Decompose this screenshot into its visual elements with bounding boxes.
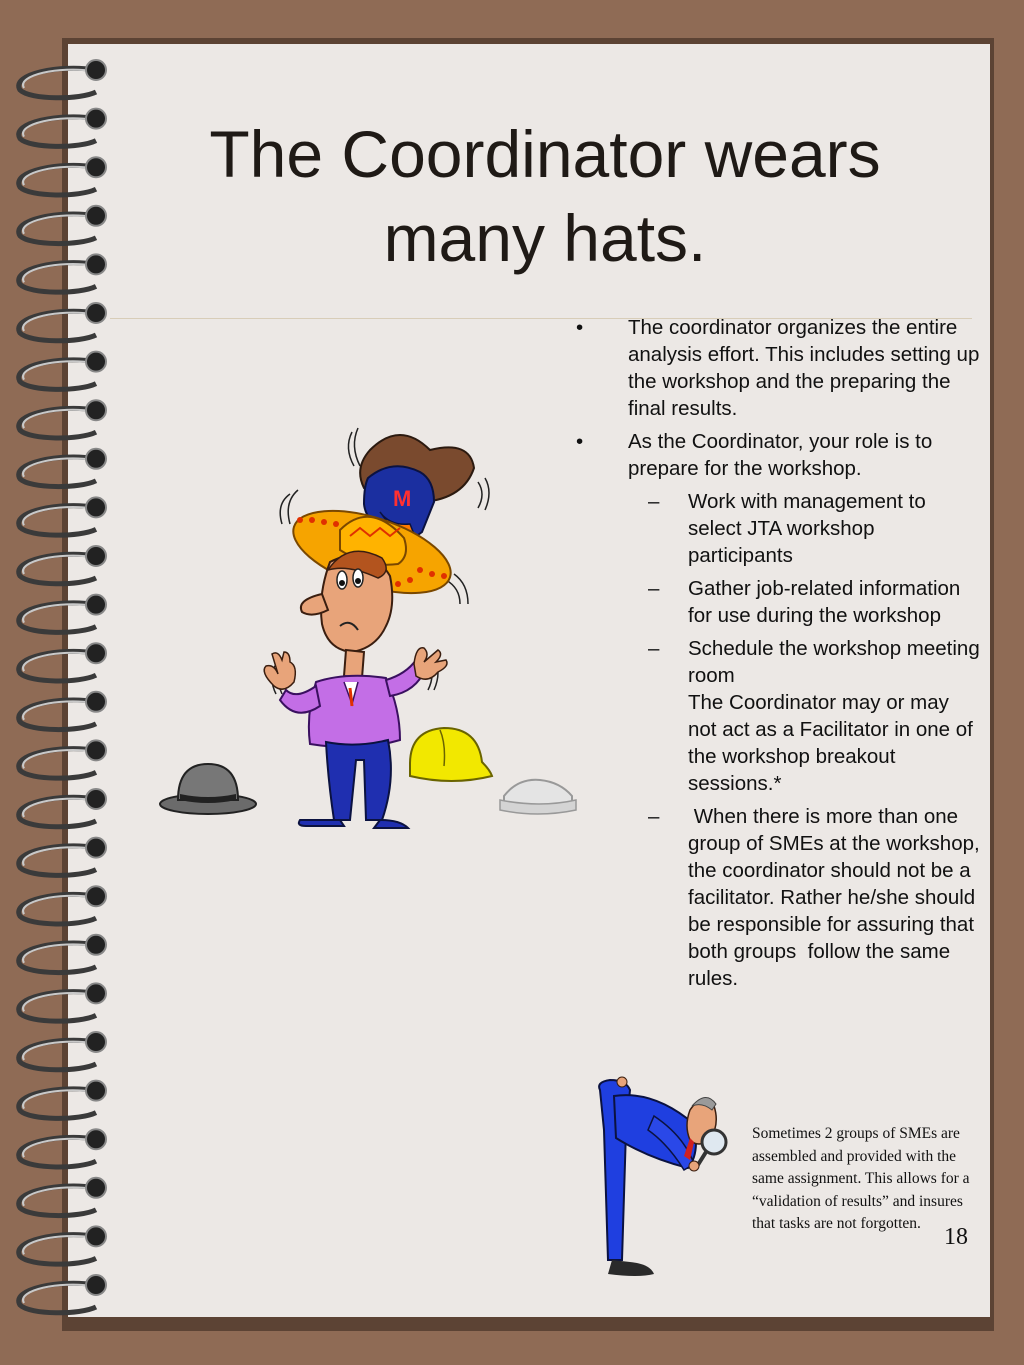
subbullet-item [570, 575, 980, 629]
subbullet-item [570, 488, 980, 569]
side-note: Sometimes 2 groups of SMEs are assembled and provided with the same assignment. This allows for a “validation of results” and insures that tasks are not forgotten. [752, 1125, 970, 1233]
man-juggling-hats-icon [150, 420, 590, 840]
slide-title [120, 112, 970, 280]
spiral-ring [19, 1129, 106, 1167]
spiral-binding-icon [0, 0, 120, 1365]
bullet-text: As the Coordinator, your role is to prepare for the workshop. [628, 430, 933, 480]
spiral-ring [19, 789, 106, 827]
subbullet-text: Schedule the workshop meeting room [688, 637, 980, 687]
slide-title-line-1: The Coordinator wears [209, 117, 881, 191]
subbullet-mark: – [648, 577, 660, 600]
bullet-item [570, 314, 980, 422]
subbullet-mark: – [648, 490, 660, 513]
spiral-ring [19, 595, 106, 633]
spiral-ring [19, 449, 106, 487]
spiral-ring [19, 157, 106, 195]
bullet-item [570, 428, 980, 482]
slide-title-line-2: many hats. [383, 201, 707, 275]
spiral-ring [19, 1081, 106, 1119]
spiral-ring [19, 109, 106, 147]
man-with-magnifying-glass-icon [594, 1076, 730, 1282]
hard-hat-icon [410, 728, 492, 781]
subbullet-mark: – [648, 637, 660, 660]
spiral-ring [19, 886, 106, 924]
cap-letter: M [393, 486, 412, 511]
spiral-ring [19, 838, 106, 876]
subbullet-continuation: The Coordinator may or may not act as a Facilitator in one of the workshop breakout sessions.* [688, 691, 973, 795]
subbullet-item [570, 635, 980, 797]
spiral-ring [19, 352, 106, 390]
spiral-ring [19, 60, 106, 98]
spiral-ring [19, 303, 106, 341]
man-pants [326, 740, 391, 820]
sailor-cap-icon [500, 780, 576, 814]
spiral-ring [19, 206, 106, 244]
spiral-ring [19, 935, 106, 973]
spiral-ring [19, 1226, 106, 1264]
bullet-mark: • [576, 430, 584, 453]
subbullet-item [570, 803, 986, 992]
bowler-hat-icon [160, 764, 256, 814]
bullet-mark: • [576, 316, 584, 339]
spiral-ring [19, 546, 106, 584]
man-head [301, 551, 392, 652]
bullet-text: The coordinator organizes the entire analysis effort. This includes setting up the workshop and the preparing the final results. [628, 316, 980, 420]
spiral-ring [19, 1178, 106, 1216]
spiral-ring [19, 497, 106, 535]
spiral-ring [19, 1275, 106, 1313]
subbullet-text: Work with management to select JTA workshop participants [688, 490, 926, 567]
spiral-ring [19, 400, 106, 438]
spiral-ring [19, 692, 106, 730]
spiral-ring [19, 643, 106, 681]
spiral-ring [19, 740, 106, 778]
subbullet-text: Gather job-related information for use during the workshop [688, 577, 961, 627]
spiral-ring [19, 1032, 106, 1070]
spiral-ring [19, 983, 106, 1021]
subbullet-text: When there is more than one group of SMEs at the workshop, the coordinator should not be a facilitator. Rather he/she should be responsible for assuring that both groups follow the same rules. [688, 805, 986, 990]
page-number: 18 [944, 1224, 968, 1250]
subbullet-mark: – [648, 805, 660, 828]
spiral-ring [19, 254, 106, 292]
bullet-list [570, 314, 986, 998]
